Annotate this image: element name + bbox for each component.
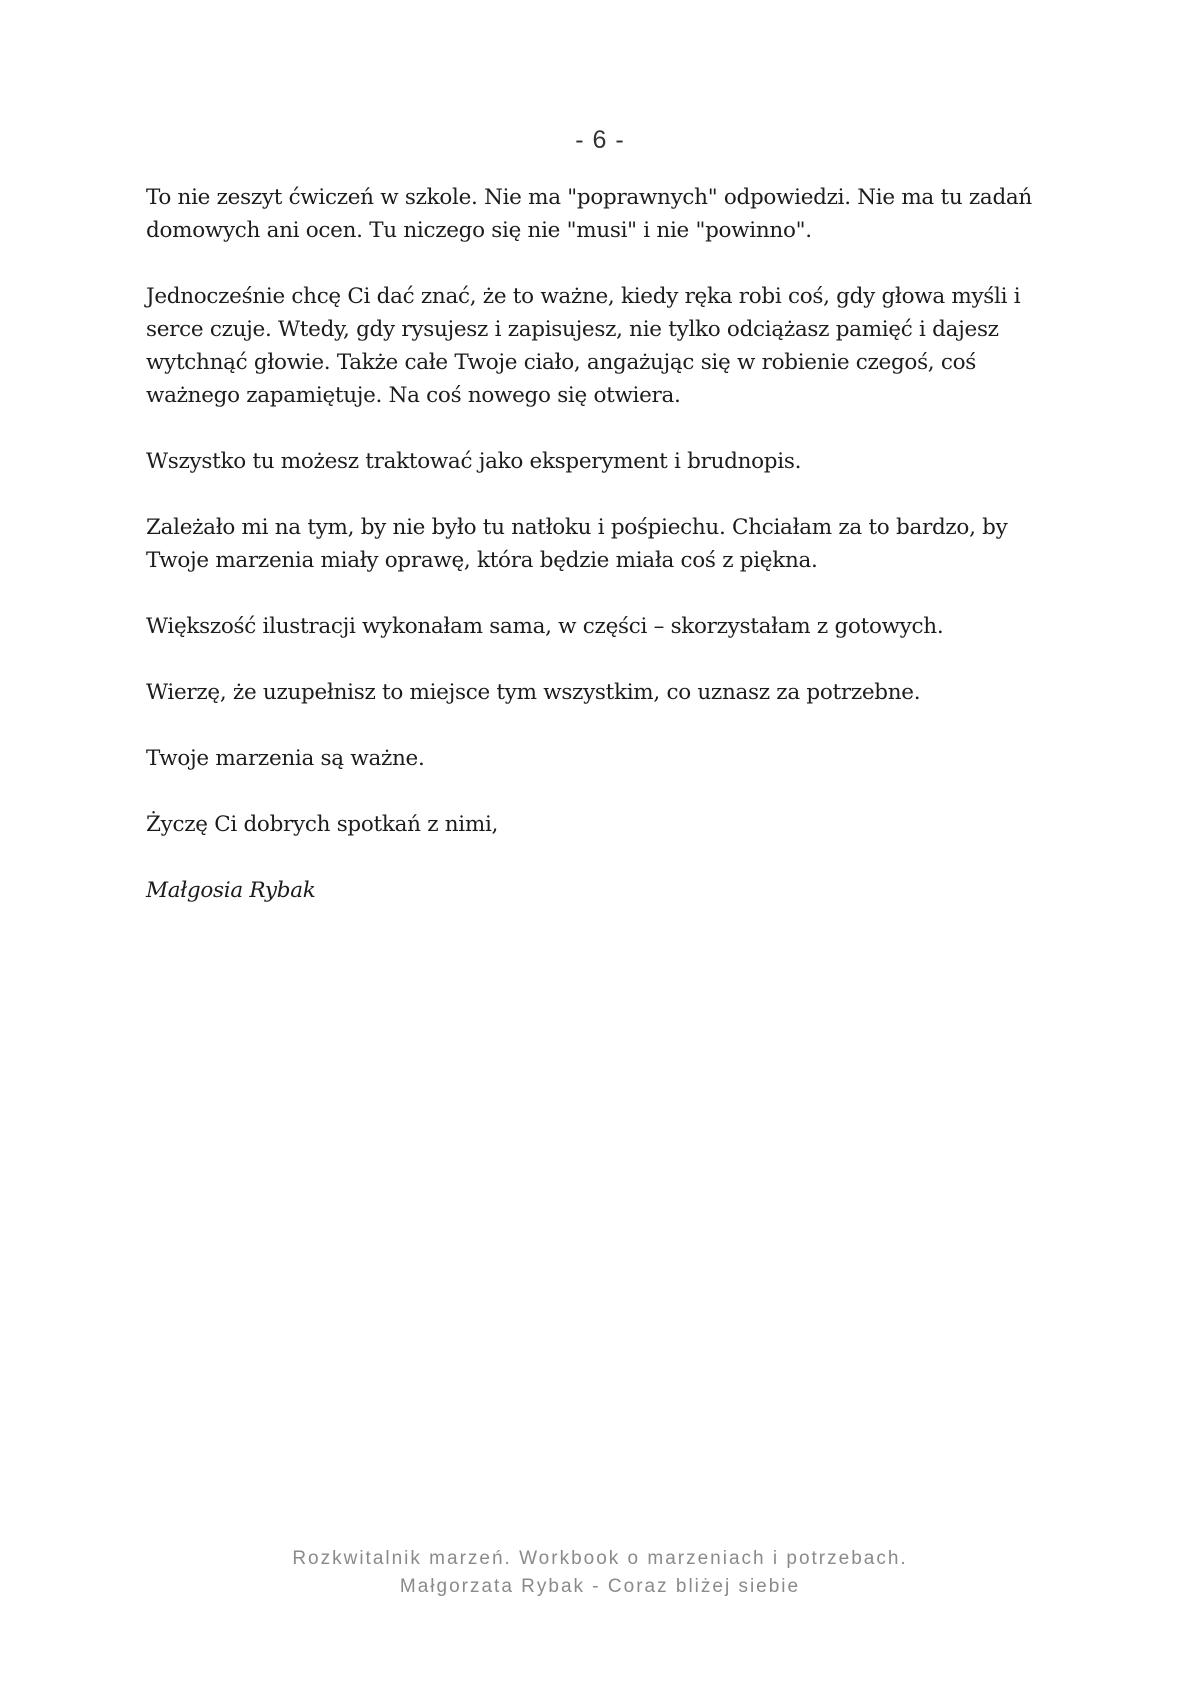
paragraph-6: Wierzę, że uzupełnisz to miejsce tym wszystkim, co uznasz za potrzebne.	[146, 680, 921, 705]
paragraph-8: Życzę Ci dobrych spotkań z nimi,	[146, 812, 499, 837]
signature: Małgosia Rybak	[146, 878, 316, 903]
paragraph-1: To nie zeszyt ćwiczeń w szkole. Nie ma "poprawnych" odpowiedzi. Nie ma tu zadań domowych ani ocen. Tu niczego się nie "musi" i nie "powinno".	[146, 185, 1032, 243]
paragraph-3: Wszystko tu możesz traktować jako eksperyment i brudnopis.	[146, 449, 802, 474]
page-footer	[0, 1545, 1200, 1601]
paragraph-5: Większość ilustracji wykonałam sama, w części – skorzystałam z gotowych.	[146, 614, 944, 639]
page-number: - 6 -	[575, 126, 625, 154]
paragraph-4: Zależało mi na tym, by nie było tu natłoku i pośpiechu. Chciałam za to bardzo, by Twoje marzenia miały oprawę, która będzie miała coś z piękna.	[146, 515, 1008, 573]
main-text	[146, 181, 1051, 940]
paragraph-2: Jednocześnie chcę Ci dać znać, że to ważne, kiedy ręka robi coś, gdy głowa myśli i serce czuje. Wtedy, gdy rysujesz i zapisujesz, nie tylko odciążasz pamięć i dajesz wytchnąć głowie. Także całe Twoje ciało, angażując się w robienie czegoś, coś ważnego zapamiętuje. Na coś nowego się otwiera.	[146, 284, 1021, 408]
paragraph-7: Twoje marzenia są ważne.	[146, 746, 425, 771]
footer-line-title: Rozkwitalnik marzeń. Workbook o marzeniach i potrzebach.	[292, 1548, 908, 1569]
footer-line-author: Małgorzata Rybak - Coraz bliżej siebie	[399, 1576, 801, 1597]
